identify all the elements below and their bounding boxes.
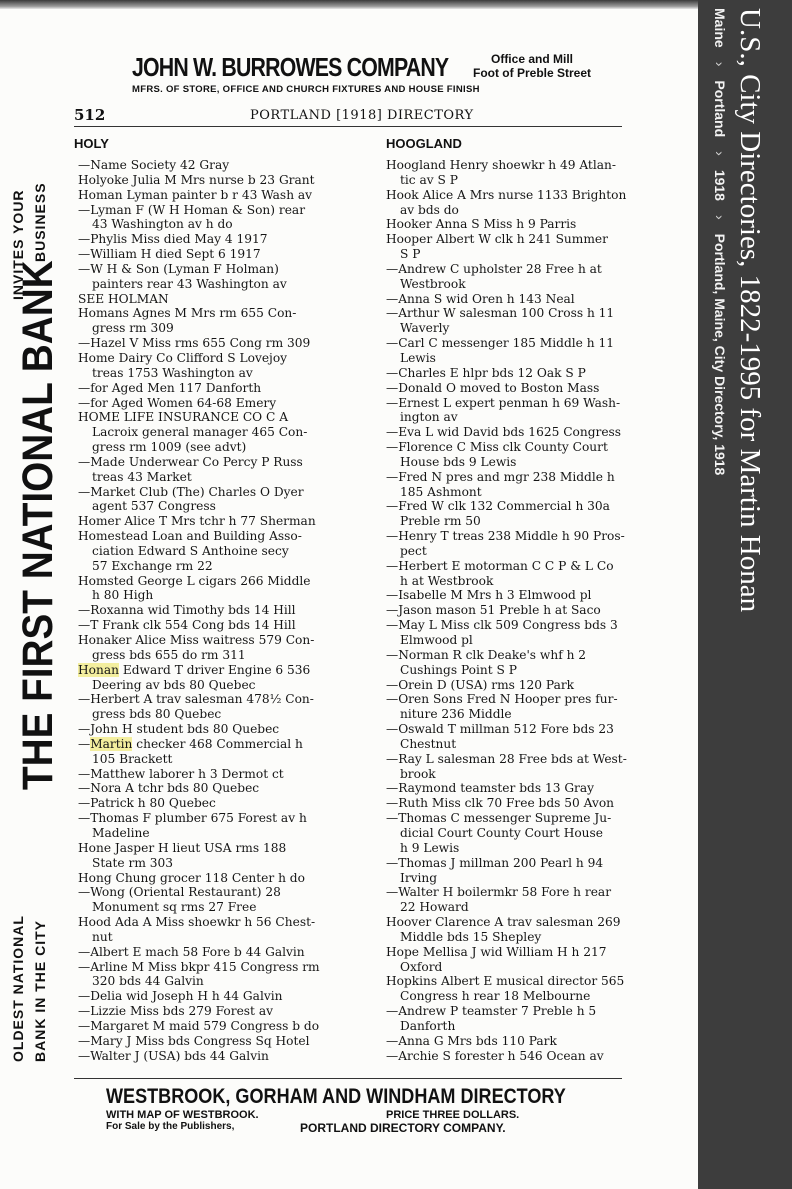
ad-office-line: Office and Mill (490, 52, 573, 66)
breadcrumb-item-directory[interactable]: Portland, Maine, City Directory, 1918 (712, 233, 728, 476)
directory-entry-continuation: State rm 303 (92, 855, 174, 870)
directory-entry: Hood Ada A Miss shoewkr h 56 Chest- (78, 915, 316, 930)
highlighted-surname: Honan (78, 662, 119, 677)
directory-entry: —Anna S wid Oren h 143 Neal (386, 291, 575, 306)
directory-entry-continuation: Elmwood pl (400, 633, 473, 647)
directory-entry: —Donald O moved to Boston Mass (386, 380, 600, 395)
directory-entry: Homsted George L cigars 266 Middle (78, 573, 311, 588)
directory-entry: SEE HOLMAN (78, 291, 169, 306)
ad-office-line: Foot of Preble Street (472, 66, 591, 80)
directory-entry: —Jason mason 51 Preble h at Saco (386, 603, 601, 618)
directory-entry: Homans Agnes M Mrs rm 655 Con- (78, 306, 297, 321)
directory-entry-continuation: ciation Edward S Anthoine secy (92, 543, 289, 558)
bottom-advertisement (74, 1078, 622, 1137)
directory-entry-continuation: Danforth (400, 1018, 456, 1033)
directory-entry: —Anna G Mrs bds 110 Park (386, 1033, 557, 1048)
directory-entry-continuation: Waverly (400, 321, 450, 336)
directory-entry: Holyoke Julia M Mrs nurse b 23 Grant (78, 172, 315, 187)
directory-entry: —Delia wid Joseph H h 44 Galvin (78, 989, 283, 1004)
directory-entry: —Lyman F (W H Homan & Son) rear (78, 202, 306, 217)
directory-entry: —Wong (Oriental Restaurant) 28 (78, 885, 281, 900)
directory-entry: —Andrew C upholster 28 Free h at (386, 261, 602, 276)
banner-oldest-national: OLDEST NATIONAL (10, 915, 26, 1062)
directory-entry-honan-edward (78, 663, 376, 678)
directory-entry-continuation: Lacroix general manager 465 Con- (92, 425, 308, 440)
directory-entry-continuation: Westbrook (400, 276, 466, 291)
running-title: PORTLAND [1918] DIRECTORY (250, 108, 474, 123)
directory-entry: —Walter J (USA) bds 44 Galvin (78, 1048, 269, 1063)
directory-entry: —Oswald T millman 512 Fore bds 23 (386, 722, 614, 737)
directory-entry-honan-martin (78, 737, 376, 752)
ad-price-line: PRICE THREE DOLLARS. (386, 1109, 520, 1121)
directory-entry: Hong Chung grocer 118 Center h do (78, 870, 305, 885)
directory-entry: —Patrick h 80 Quebec (78, 796, 216, 811)
directory-entry-continuation: 22 Howard (400, 900, 469, 915)
ad-company-name: JOHN W. BURROWES COMPANY (132, 52, 449, 82)
directory-entry-continuation: pect (400, 543, 427, 558)
directory-entry-continuation: Middle bds 15 Shepley (400, 929, 542, 944)
directory-entry: —Fred N pres and mgr 238 Middle h (386, 469, 615, 484)
directory-entry: —W H & Son (Lyman F Holman) (78, 261, 279, 276)
directory-entry: —Arline M Miss bkpr 415 Congress rm (78, 959, 320, 974)
directory-entry: —T Frank clk 554 Cong bds 14 Hill (78, 618, 296, 633)
directory-entry-continuation: Oxford (400, 959, 443, 974)
directory-entry: Hooker Anna S Miss h 9 Parris (386, 217, 577, 232)
directory-entry-continuation: painters rear 43 Washington av (92, 276, 287, 291)
banner-first-national-bank: THE FIRST NATIONAL BANK (14, 260, 62, 790)
directory-entry: —Ray L salesman 28 Free bds at West- (386, 751, 627, 766)
directory-entry-continuation: treas 1753 Washington av (92, 365, 253, 380)
page-number: 512 (74, 106, 106, 124)
directory-entry-continuation: House bds 9 Lewis (400, 454, 517, 469)
directory-entry-continuation: brook (400, 766, 436, 781)
chevron-right-icon: › (712, 151, 728, 156)
directory-entry: Home Dairy Co Clifford S Lovejoy (78, 350, 288, 365)
chevron-right-icon: › (712, 61, 728, 67)
page-header (74, 104, 622, 127)
ad-map-line: WITH MAP OF WESTBROOK. (106, 1109, 259, 1121)
directory-entry-continuation: nut (92, 929, 113, 944)
directory-entry-continuation: niture 236 Middle (400, 707, 512, 722)
highlighted-given-name: Martin (90, 736, 133, 751)
directory-entry-continuation: Cushings Point S P (400, 662, 517, 677)
breadcrumb-item-city[interactable]: Portland (712, 80, 728, 138)
directory-entry-continuation: Congress h rear 18 Melbourne (400, 989, 591, 1004)
directory-entry-continuation: h 9 Lewis (400, 840, 460, 855)
record-title: U.S., City Directories, 1822-1995 for Martin Honan (734, 8, 766, 613)
directory-entry-continuation: gress bds 655 do rm 311 (92, 647, 246, 662)
banner-bank-in-city: BANK IN THE CITY (32, 920, 48, 1062)
directory-entry-continuation: 320 bds 44 Galvin (92, 974, 204, 989)
ad-company-line: PORTLAND DIRECTORY COMPANY. (300, 1121, 506, 1135)
directory-entry: —Walter H boilermkr 58 Fore h rear (386, 885, 612, 900)
directory-entry: Homan Lyman painter b r 43 Wash av (78, 187, 313, 202)
entry-text: checker 468 Commercial h (136, 736, 303, 751)
directory-entry: —Nora A tchr bds 80 Quebec (78, 781, 260, 796)
directory-entry: —Market Club (The) Charles O Dyer (78, 484, 304, 499)
directory-entry: —Arthur W salesman 100 Cross h 11 (386, 306, 615, 321)
directory-entry-continuation: h 80 High (92, 588, 154, 603)
directory-entry: HOME LIFE INSURANCE CO C A (78, 410, 289, 425)
directory-entry-continuation: 185 Ashmont (400, 484, 482, 499)
directory-entry: —Name Society 42 Gray (78, 158, 230, 172)
directory-entry: —Matthew laborer h 3 Dermot ct (78, 766, 284, 781)
ad-manufacturer-line: MFRS. OF STORE, OFFICE AND CHURCH FIXTURES AND HOUSE FINISH (132, 84, 480, 95)
directory-entry: —Roxanna wid Timothy bds 14 Hill (78, 603, 296, 618)
directory-entry: —Eva L wid David bds 1625 Congress (386, 425, 622, 440)
directory-entry-continuation: Irving (400, 870, 438, 885)
directory-entry-continuation: Deering av bds 80 Quebec (92, 677, 256, 692)
directory-entry-continuation: av bds do (400, 202, 459, 217)
directory-entry: —Margaret M maid 579 Congress b do (78, 1018, 320, 1033)
directory-entry: —Hazel V Miss rms 655 Cong rm 309 (78, 336, 311, 351)
directory-entry: Hoover Clarence A trav salesman 269 (386, 915, 621, 930)
directory-entry: —May L Miss clk 509 Congress bds 3 (386, 618, 618, 633)
directory-entry: —Lizzie Miss bds 279 Forest av (78, 1004, 273, 1019)
right-column (386, 158, 686, 1063)
directory-entry: —William H died Sept 6 1917 (78, 247, 261, 262)
entry-text: Edward T driver Engine 6 536 (122, 662, 311, 677)
directory-entry-continuation: Madeline (92, 825, 150, 840)
left-column-head: HOLY (74, 136, 109, 151)
directory-entry: —Ernest L expert penman h 69 Wash- (386, 395, 621, 410)
directory-entry-continuation: dicial Court County Court House (400, 825, 603, 840)
directory-entry-continuation: 105 Brackett (92, 751, 173, 766)
directory-entry-continuation: ington av (400, 410, 458, 425)
directory-entry-continuation: Monument sq rms 27 Free (92, 900, 257, 915)
directory-entry: Hopkins Albert E musical director 565 (386, 974, 625, 989)
directory-entry-continuation: h at Westbrook (400, 573, 494, 588)
directory-entry: —Florence C Miss clk County Court (386, 440, 608, 455)
directory-entry: —Charles E hlpr bds 12 Oak S P (386, 365, 586, 380)
directory-entry-continuation: Chestnut (400, 736, 457, 751)
directory-entry: Hook Alice A Mrs nurse 1133 Brighton (386, 187, 627, 202)
breadcrumb (712, 8, 728, 475)
directory-entry: Homestead Loan and Building Asso- (78, 529, 302, 544)
directory-entry: —Ruth Miss clk 70 Free bds 50 Avon (386, 796, 615, 811)
top-advertisement (132, 50, 632, 100)
directory-entry-continuation: agent 537 Congress (92, 499, 216, 514)
directory-entry: —Oren Sons Fred N Hooper pres fur- (386, 692, 618, 707)
directory-entry: —Thomas C messenger Supreme Ju- (386, 811, 612, 826)
directory-entry: —Mary J Miss bds Congress Sq Hotel (78, 1033, 310, 1048)
directory-entry: Hope Mellisa J wid William H h 217 (386, 944, 607, 959)
banner-business: BUSINESS (32, 182, 48, 262)
directory-entry: —Phylis Miss died May 4 1917 (78, 232, 268, 247)
directory-entry: —Orein D (USA) rms 120 Park (386, 677, 575, 692)
directory-entry-continuation: tic av S P (400, 172, 458, 187)
directory-entry: —Carl C messenger 185 Middle h 11 (386, 336, 614, 351)
directory-entry: Hone Jasper H lieut USA rms 188 (78, 840, 287, 855)
directory-entry-continuation: gress bds 80 Quebec (92, 707, 222, 722)
directory-entry: —Norman R clk Deake's whf h 2 (386, 647, 587, 662)
breadcrumb-item-year[interactable]: 1918 (712, 169, 728, 201)
directory-entry-continuation: 43 Washington av h do (92, 217, 233, 232)
right-column-head: HOOGLAND (386, 136, 462, 151)
directory-entry: Hooper Albert W clk h 241 Summer (386, 232, 608, 247)
ad-office-address (442, 52, 622, 80)
directory-entry: Hoogland Henry shoewkr h 49 Atlan- (386, 158, 616, 172)
directory-entry-continuation: gress rm 1009 (see advt) (92, 440, 247, 455)
directory-entry-continuation: Preble rm 50 (400, 514, 481, 529)
directory-entry: —Andrew P teamster 7 Preble h 5 (386, 1004, 597, 1019)
directory-entry-continuation: treas 43 Market (92, 469, 192, 484)
directory-entry-continuation: gress rm 309 (92, 321, 174, 336)
directory-entry: —Henry T treas 238 Middle h 90 Pros- (386, 529, 625, 544)
directory-entry: —for Aged Men 117 Danforth (78, 380, 262, 395)
ad-directory-title: WESTBROOK, GORHAM AND WINDHAM DIRECTORY (106, 1085, 566, 1108)
directory-entry-continuation: Lewis (400, 350, 436, 365)
breadcrumb-item-state[interactable]: Maine (712, 8, 728, 48)
directory-entry: —Herbert E motorman C C P & L Co (386, 558, 614, 573)
directory-entry: —Albert E mach 58 Fore b 44 Galvin (78, 944, 305, 959)
directory-entry: —Fred W clk 132 Commercial h 30a (386, 499, 610, 514)
directory-entry-continuation: 57 Exchange rm 22 (92, 558, 213, 573)
directory-entry: —John H student bds 80 Quebec (78, 722, 280, 737)
directory-entry: Homer Alice T Mrs tchr h 77 Sherman (78, 514, 316, 529)
directory-entry: —Isabelle M Mrs h 3 Elmwood pl (386, 588, 592, 603)
directory-entry: —Thomas F plumber 675 Forest av h (78, 811, 307, 826)
page-top-edge (0, 0, 698, 9)
banner-invites-your: INVITES YOUR (10, 189, 26, 300)
directory-entry: —Raymond teamster bds 13 Gray (386, 781, 595, 796)
directory-entry: —Thomas J millman 200 Pearl h 94 (386, 855, 604, 870)
entry-dash: — (78, 736, 91, 751)
ad-publishers-line: For Sale by the Publishers, (106, 1121, 235, 1132)
record-sidebar (698, 0, 792, 1189)
directory-entry: —Archie S forester h 546 Ocean av (386, 1048, 604, 1063)
directory-entry: —Herbert A trav salesman 478½ Con- (78, 692, 314, 707)
directory-entry: —for Aged Women 64-68 Emery (78, 395, 277, 410)
chevron-right-icon: › (712, 214, 728, 220)
directory-entry: —Made Underwear Co Percy P Russ (78, 454, 303, 469)
directory-entry: Honaker Alice Miss waitress 579 Con- (78, 633, 315, 647)
left-column (78, 158, 376, 1063)
directory-entry-continuation: S P (400, 247, 421, 262)
